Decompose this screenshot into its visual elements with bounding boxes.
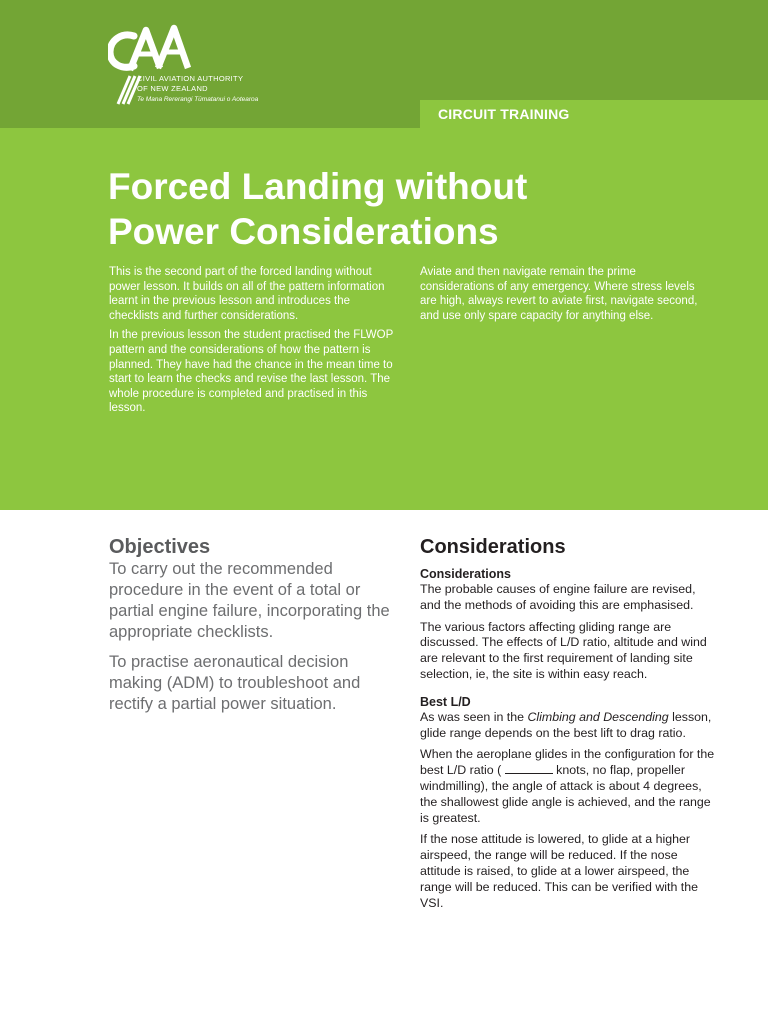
- text-run: knots, no flap, propeller windmilling), the angle of attack is about 4 degrees, the shallowest glide angle is achieved, and the range is greatest.: [420, 763, 711, 825]
- best-ld-paragraph-2: [420, 747, 716, 826]
- objective-item: To carry out the recommended procedure in the event of a total or partial engine failure, incorporating the appropriate checklists.: [109, 560, 390, 641]
- intro-paragraph: Aviate and then navigate remain the prime considerations of any emergency. Where stress levels are high, always revert to aviate first, navigate second, and use only spare capacity for anything else.: [420, 266, 698, 322]
- logo-maori-name: Te Mana Rererangi Tūmatanui o Aotearoa: [137, 96, 259, 103]
- text-run: As was seen in the: [420, 709, 528, 724]
- best-ld-subheading: Best L/D: [420, 694, 471, 709]
- considerations-paragraph: The various factors affecting gliding range are discussed. The effects of L/D ratio, altitude and wind are relevant to the first requirement of landing site selection, ie, the site is within easy reach.: [420, 619, 707, 681]
- logo-org-line1: CIVIL AVIATION AUTHORITY: [137, 74, 244, 83]
- objective-item: To practise aeronautical decision making (ADM) to troubleshoot and rectify a partial power situation.: [109, 653, 361, 713]
- considerations-heading: Considerations: [420, 536, 566, 558]
- objectives-heading: Objectives: [109, 536, 211, 558]
- fill-in-blank: [505, 763, 553, 774]
- text-run: When the aeroplane glides in the configuration for the best L/D ratio (: [420, 747, 715, 778]
- logo-org-line2: OF NEW ZEALAND: [137, 84, 208, 93]
- considerations-section: [420, 535, 716, 917]
- title-line2: Power Considerations: [108, 211, 499, 252]
- section-label: CIRCUIT TRAINING: [438, 106, 570, 122]
- considerations-paragraph: The probable causes of engine failure are revised, and the methods of avoiding this are emphasised.: [420, 582, 696, 612]
- intro-paragraph: In the previous lesson the student practised the FLWOP pattern and the considerations of how the pattern is planned. They have had the chance in the mean time to start to learn the checks and revise the last lesson. The whole procedure is completed and practised in this lesson.: [109, 329, 394, 415]
- text-run: lesson, glide range depends on the best lift to drag ratio.: [420, 709, 712, 740]
- intro-paragraph: This is the second part of the forced landing without power lesson. It builds on all of the pattern information learnt in the previous lesson and introduces the checklists and further considerations.: [109, 266, 385, 322]
- objectives-section: [109, 535, 399, 724]
- best-ld-paragraph-3: If the nose attitude is lowered, to glide at a higher airspeed, the range will be reduced. If the nose attitude is raised, to glide at a lower airspeed, the range will be reduced. This can be verified with the VSI.: [420, 832, 699, 910]
- caa-logo: [108, 24, 288, 110]
- considerations-subheading: Considerations: [420, 567, 511, 581]
- title-line1: Forced Landing without: [108, 166, 528, 207]
- document-title: [108, 164, 668, 254]
- intro-left-column: [109, 265, 399, 421]
- intro-right-column: [420, 265, 710, 328]
- lesson-reference: Climbing and Descending: [527, 709, 669, 724]
- best-ld-paragraph-1: [420, 710, 716, 742]
